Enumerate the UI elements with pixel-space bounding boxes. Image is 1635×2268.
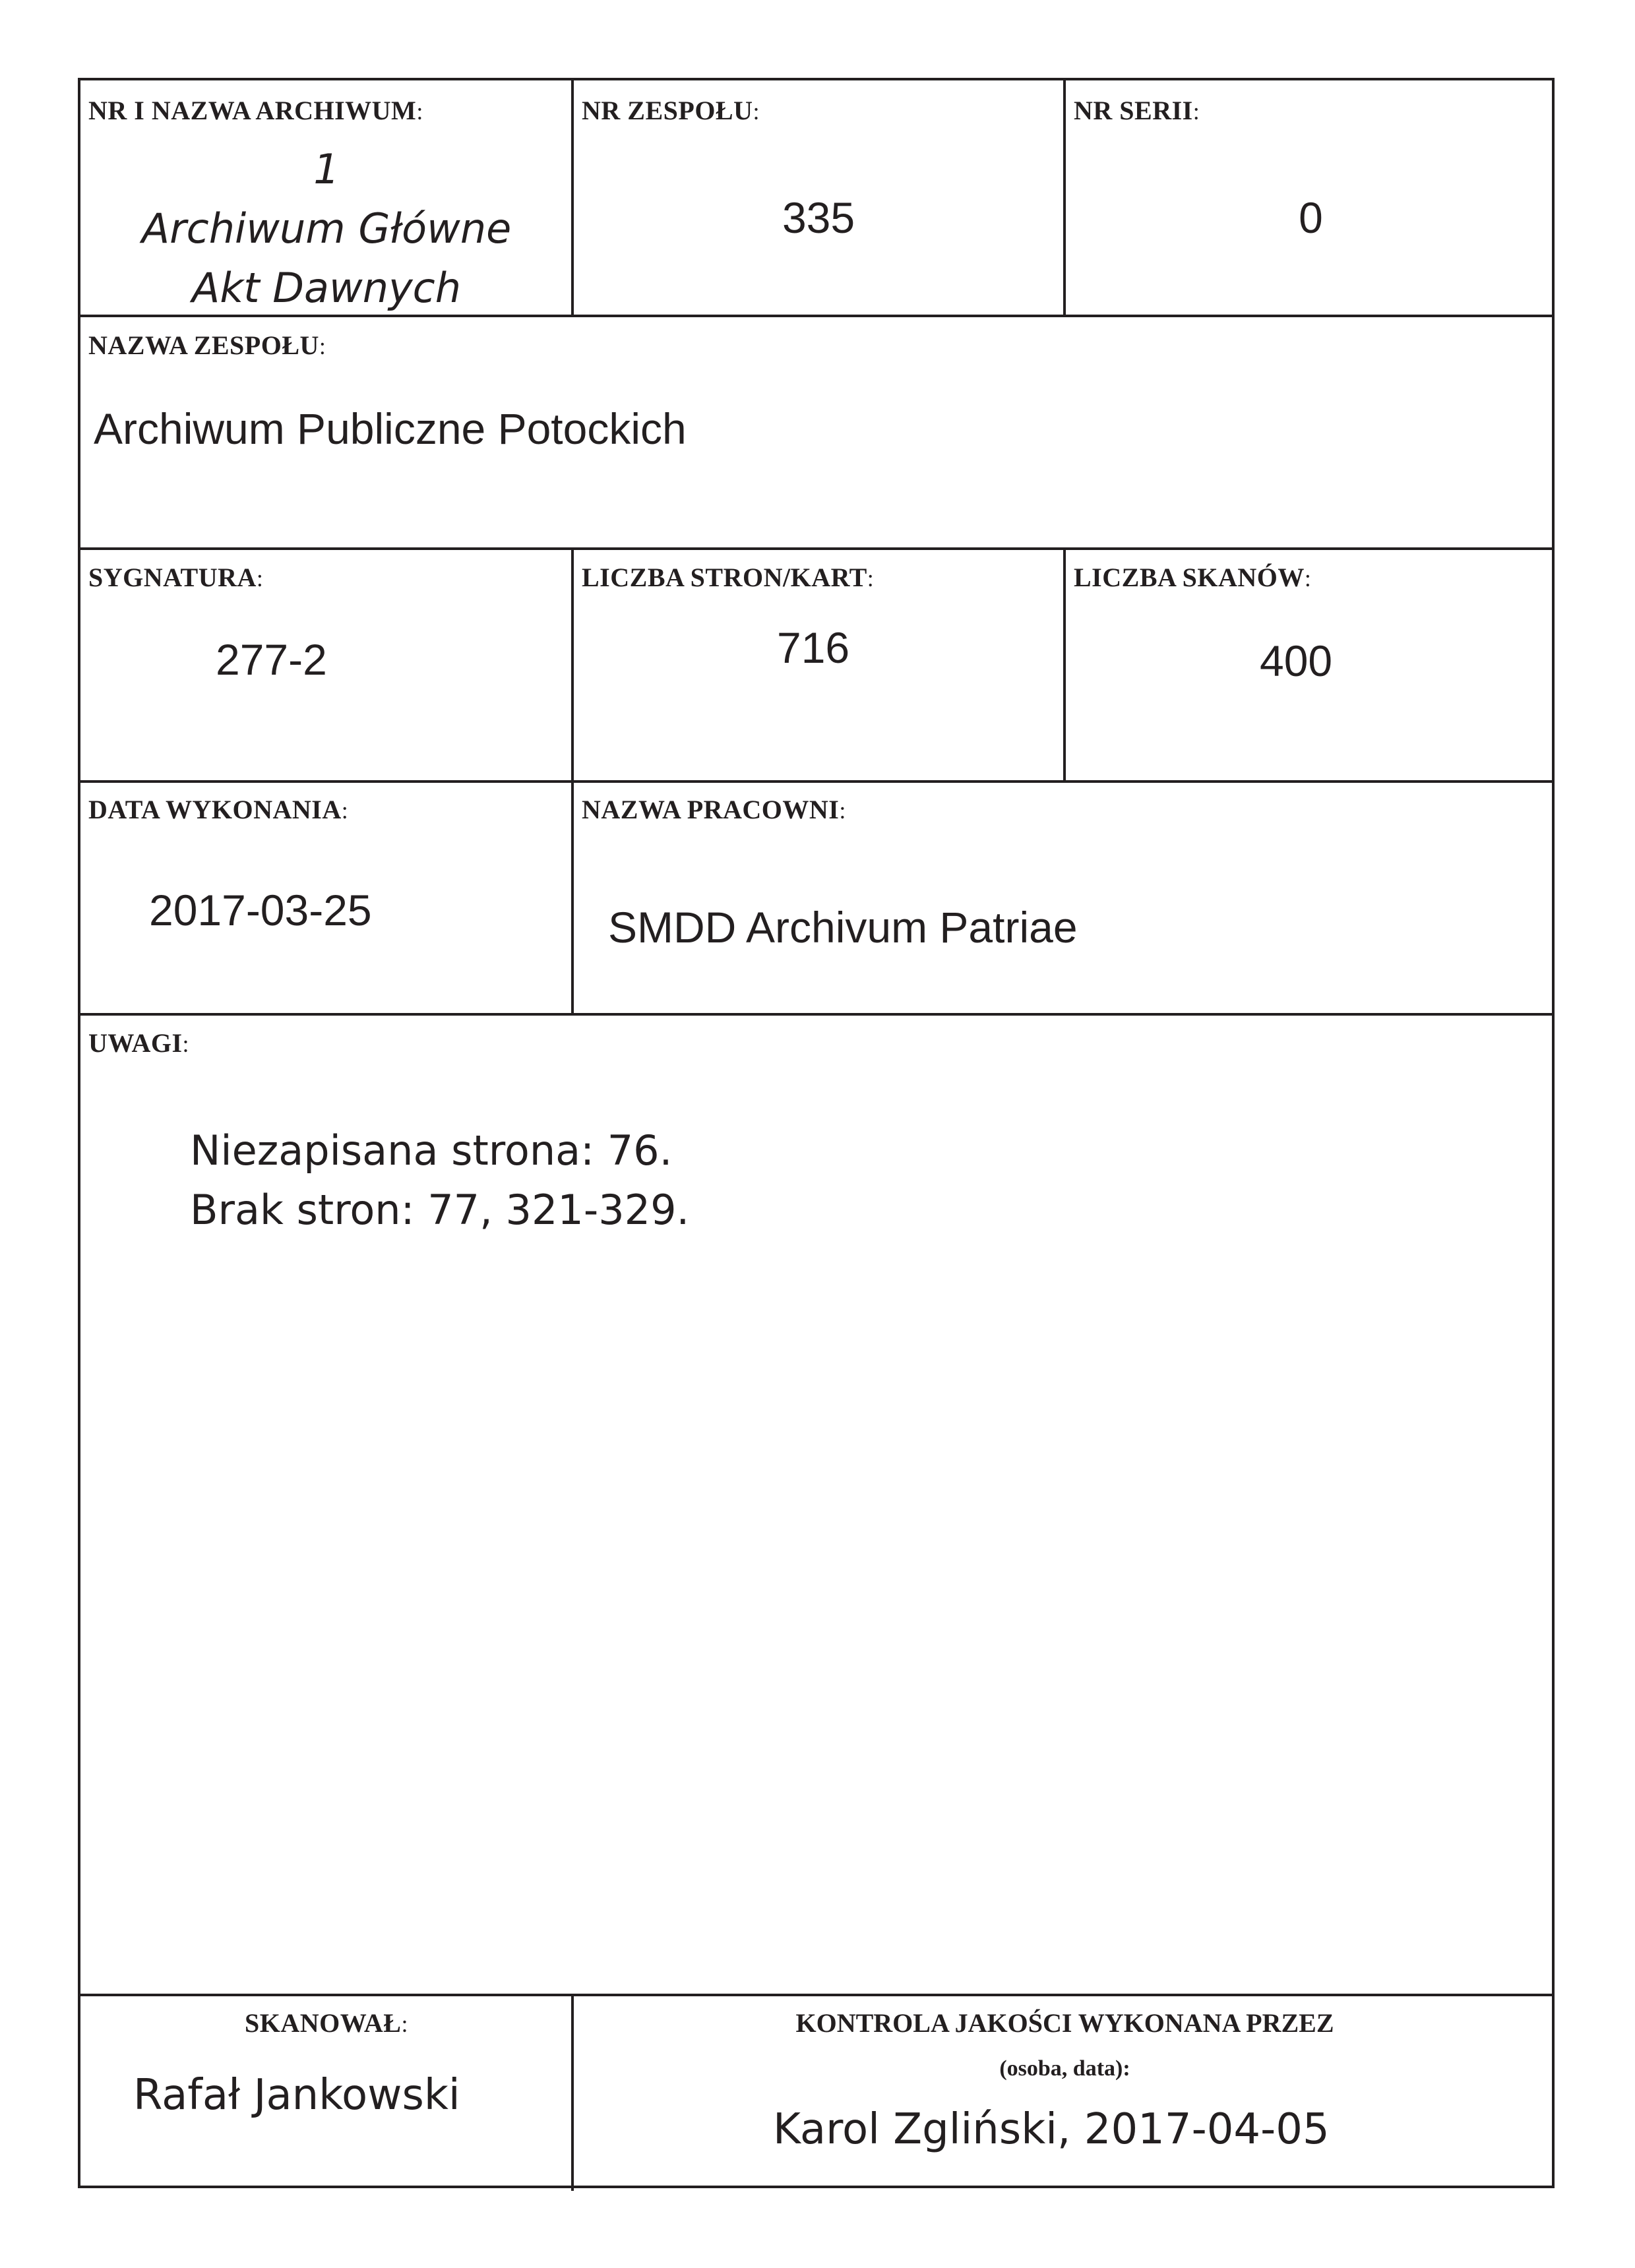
fonds-name-label: NAZWA ZESPOŁU:	[88, 330, 326, 360]
fonds-number-value: 335	[782, 193, 855, 242]
signature-label: SYGNATURA:	[88, 563, 264, 592]
date-label: DATA WYKONANIA:	[88, 795, 349, 824]
row-divider	[80, 1013, 1552, 1016]
fonds-name-value: Archiwum Publiczne Potockich	[94, 404, 687, 453]
column-divider	[571, 547, 574, 780]
notes-line: Niezapisana strona: 76.	[190, 1126, 673, 1175]
archive-name	[80, 140, 572, 318]
quality-control-value: Karol Zgliński, 2017-04-05	[773, 2105, 1330, 2154]
scan-metadata-card	[78, 78, 1555, 2188]
series-number-label: NR SERII:	[1074, 96, 1200, 125]
column-divider	[571, 780, 574, 1013]
workshop-value: SMDD Archivum Patriae	[608, 903, 1078, 952]
scanned-by-value: Rafał Jankowski	[133, 2071, 460, 2120]
page-count-value: 716	[777, 623, 850, 672]
scan-count-value: 400	[1260, 636, 1333, 685]
scanned-by-label: SKANOWAŁ:	[245, 2008, 408, 2038]
notes-line: Brak stron: 77, 321-329.	[190, 1186, 690, 1234]
row-divider	[80, 1994, 1552, 1996]
quality-control-sublabel: (osoba, data):	[999, 2056, 1130, 2081]
notes-label: UWAGI:	[88, 1028, 190, 1058]
row-divider	[80, 780, 1552, 783]
date-value: 2017-03-25	[149, 886, 372, 935]
workshop-label: NAZWA PRACOWNI:	[582, 795, 846, 824]
signature-value: 277-2	[216, 635, 327, 684]
row-divider	[80, 547, 1552, 550]
archive-name-line2: Akt Dawnych	[191, 264, 462, 312]
scan-count-label: LICZBA SKANÓW:	[1074, 563, 1312, 592]
archive-label: NR I NAZWA ARCHIWUM:	[88, 96, 423, 125]
column-divider	[1063, 547, 1066, 780]
notes-text	[190, 1121, 689, 1240]
page-count-label: LICZBA STRON/KART:	[582, 563, 875, 592]
archive-name-line1: Archiwum Główne	[141, 204, 512, 253]
fonds-number-label: NR ZESPOŁU:	[582, 96, 760, 125]
series-number-value: 0	[1299, 193, 1323, 242]
quality-control-label: KONTROLA JAKOŚCI WYKONANA PRZEZ	[795, 2008, 1334, 2038]
archive-number: 1	[313, 145, 340, 193]
